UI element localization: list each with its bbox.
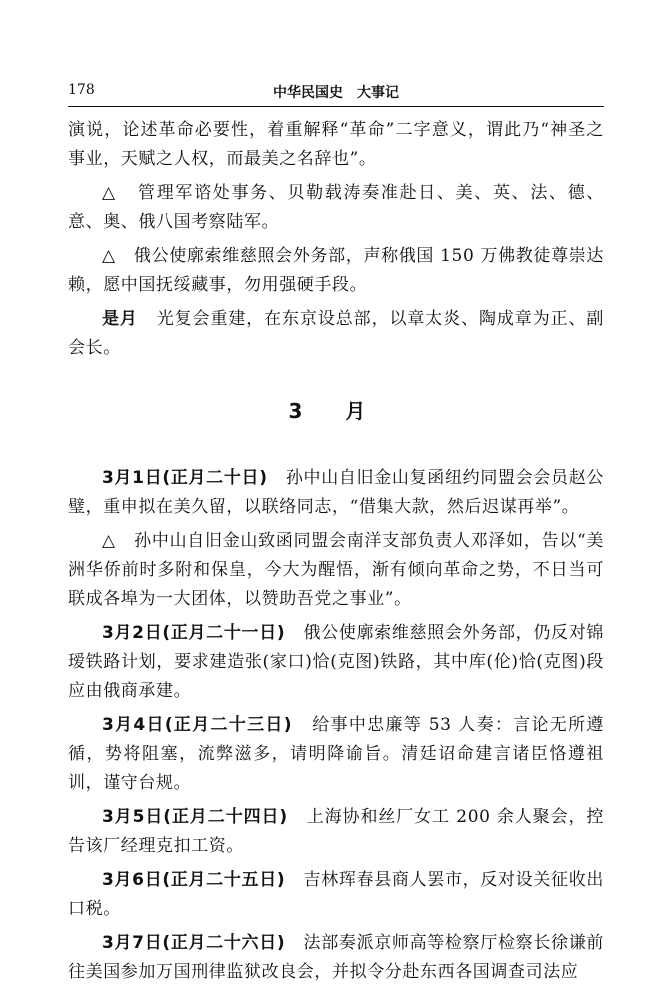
triangle-marker: △ xyxy=(102,183,117,203)
page-number: 178 xyxy=(68,82,95,98)
paragraph-entry xyxy=(68,929,604,987)
page-header xyxy=(68,80,604,107)
triangle-marker: △ xyxy=(102,246,116,266)
page-body xyxy=(68,116,604,992)
paragraph-text: 演说，论述革命必要性，着重解释“革命”二字意义，谓此乃“神圣之事业，天赋之人权，而最美之名辞也”。 xyxy=(68,120,604,169)
section-heading-march: 3 月 xyxy=(288,399,384,423)
entry-date: 3月2日(正月二十一日) xyxy=(102,623,286,643)
paragraph-text: 俄公使廓索维慈照会外务部，仍反对锦瑷铁路计划，要求建造张(家口)恰(克图)铁路，其中库(伦)恰(克图)段应由俄商承建。 xyxy=(68,623,604,701)
month-label: 是月 xyxy=(102,309,138,329)
paragraph-entry xyxy=(68,464,604,522)
entry-date: 3月1日(正月二十日) xyxy=(102,468,268,488)
paragraph-entry xyxy=(68,242,604,300)
paragraph-entry xyxy=(68,305,604,363)
paragraph-text: 给事中忠廉等 53 人奏：言论无所遵循，势将阻塞，流弊滋多，请明降谕旨。清廷诏命建言诸臣恪遵祖训，谨守台规。 xyxy=(68,715,604,793)
paragraph-text: 上海协和丝厂女工 200 余人聚会，控告该厂经理克扣工资。 xyxy=(68,807,604,856)
paragraph-entry xyxy=(68,179,604,237)
paragraph-entry xyxy=(68,803,604,861)
paragraph-entry xyxy=(68,527,604,614)
triangle-marker: △ xyxy=(102,531,116,551)
paragraph-entry xyxy=(68,619,604,706)
entry-date: 3月7日(正月二十六日) xyxy=(102,933,286,953)
paragraph-text: 俄公使廓索维慈照会外务部，声称俄国 150 万佛教徒尊崇达赖，愿中国抚绥藏事，勿用强硬手段。 xyxy=(68,246,604,295)
paragraph-text: 孙中山自旧金山复函纽约同盟会会员赵公璧，重申拟在美久留，以联络同志，“借集大款，然后迟谋再举”。 xyxy=(68,468,604,517)
entry-date: 3月6日(正月二十五日) xyxy=(102,870,286,890)
paragraph-text: 管理军谘处事务、贝勒载涛奏准赴日、美、英、法、德、意、奥、俄八国考察陆军。 xyxy=(68,183,604,232)
paragraph-text: 孙中山自旧金山致函同盟会南洋支部负责人邓泽如，告以“美洲华侨前时多附和保皇，今大为醒悟，渐有倾向革命之势，不日当可联成各埠为一大团体，以赞助吾党之事业”。 xyxy=(68,531,604,609)
entry-date: 3月5日(正月二十四日) xyxy=(102,807,288,827)
paragraph-continuation xyxy=(68,116,604,174)
paragraph-text: 法部奏派京师高等检察厅检察长徐谦前往美国参加万国刑律监狱改良会，并拟令分赴东西各国调查司法应 xyxy=(68,933,604,982)
book-title: 中华民国史 大事记 xyxy=(273,85,399,101)
paragraph-text: 光复会重建，在东京设总部，以章太炎、陶成章为正、副会长。 xyxy=(68,309,605,358)
paragraph-entry xyxy=(68,866,604,924)
paragraph-text: 吉林珲春县商人罢市，反对设关征收出口税。 xyxy=(68,870,604,919)
entry-date: 3月4日(正月二十三日) xyxy=(102,715,293,735)
paragraph-entry xyxy=(68,711,604,798)
